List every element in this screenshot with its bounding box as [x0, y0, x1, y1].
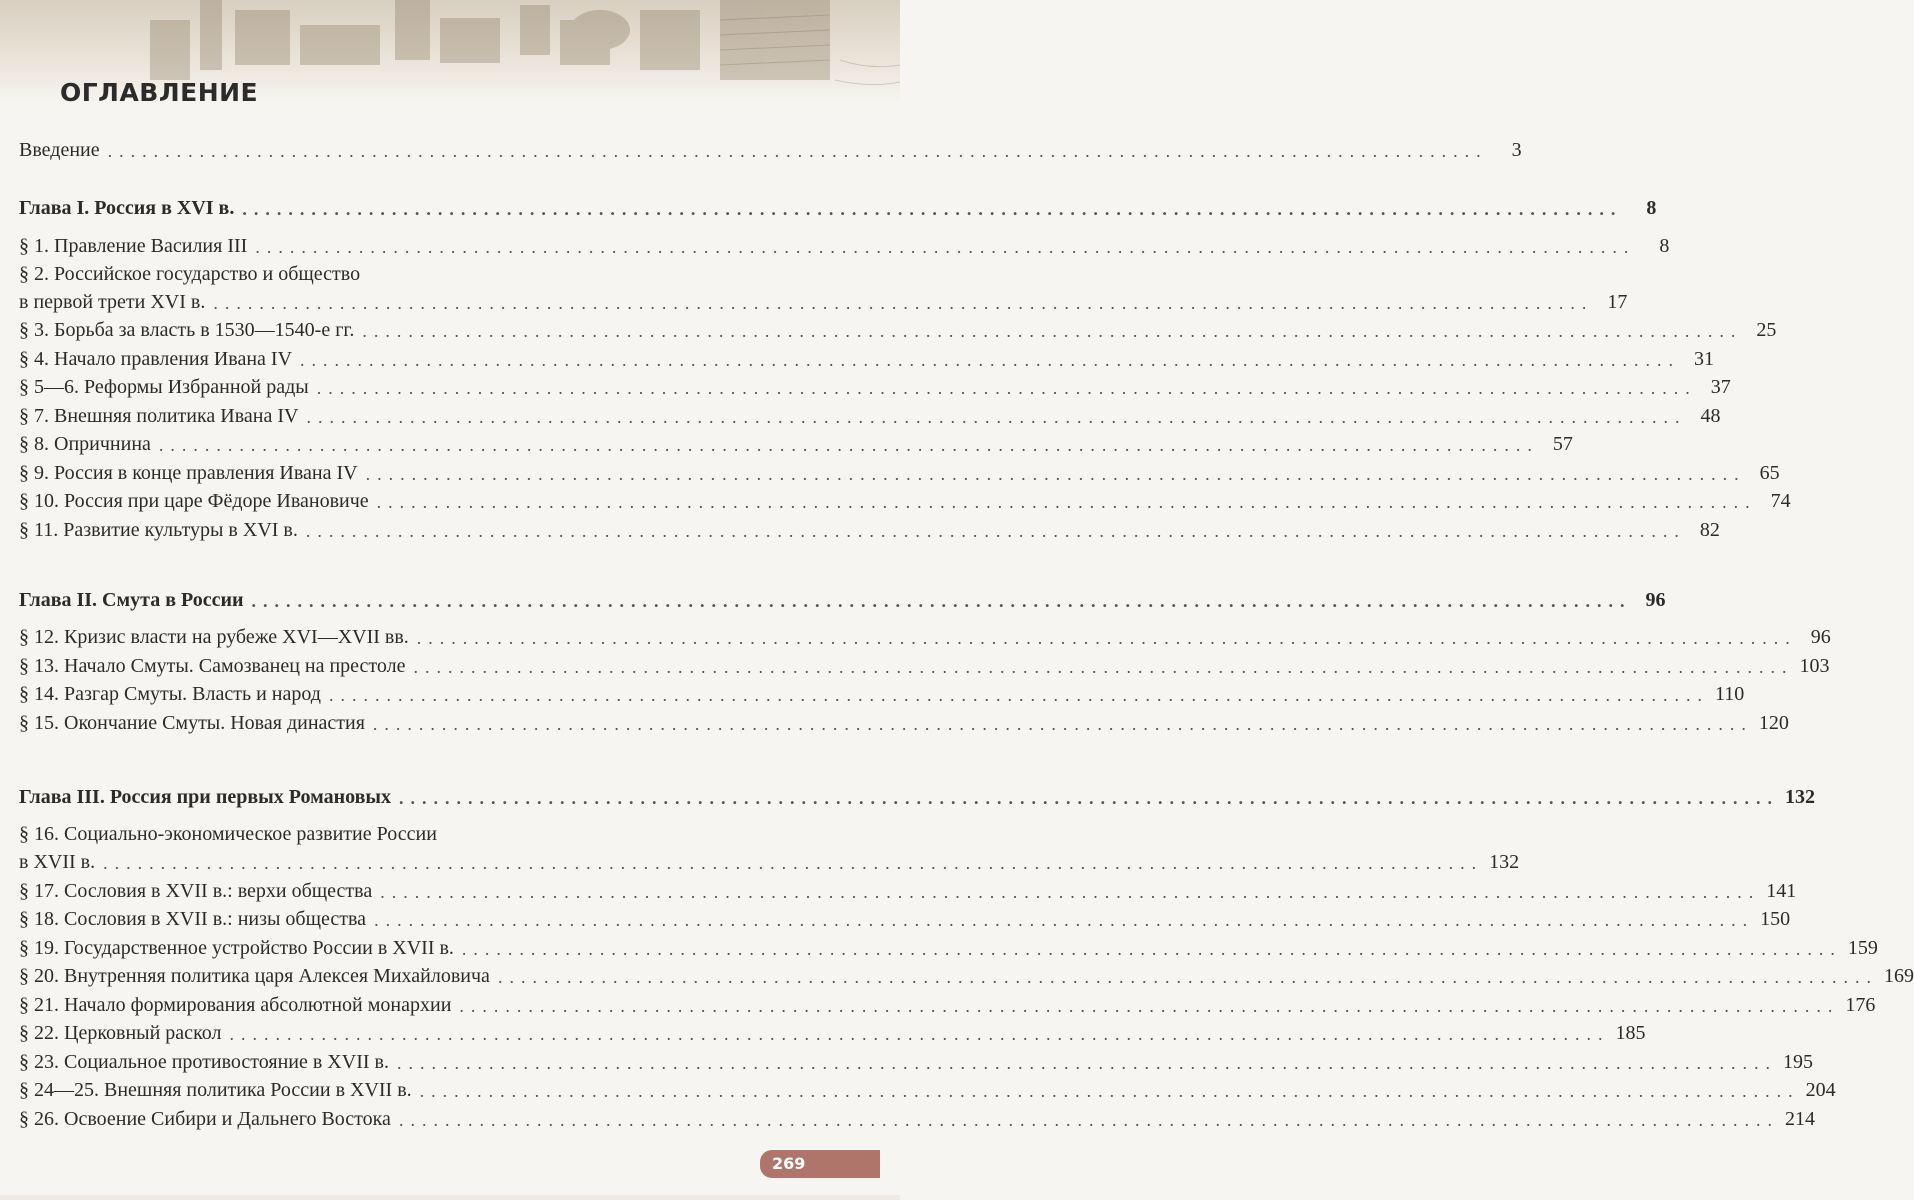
toc-page-number: 176 [1845, 994, 1876, 1016]
toc-chapter-row[interactable] [19, 582, 1666, 612]
toc-page-number: 48 [1700, 405, 1721, 427]
toc-page-number: 82 [1699, 519, 1720, 541]
leader-dots: ........................................................................................................................ [300, 350, 1681, 370]
toc-page-number: 31 [1694, 348, 1715, 370]
leader-dots: ........................................................................................................................ [328, 685, 1709, 705]
toc-entry-row[interactable] [19, 1044, 1813, 1074]
toc-entry-row[interactable] [19, 284, 1628, 314]
toc-entry-label: § 2. Российское государство и общество [19, 263, 361, 285]
toc-entry-label: § 19. Государственное устройство России в XVII в. [19, 937, 454, 959]
leader-dots: ........................................................................................................................ [316, 378, 1697, 398]
leader-dots: ........................................................................................................................ [158, 435, 1539, 455]
leader-dots: ........................................................................................................................ [461, 939, 1842, 959]
toc-page-number: 37 [1710, 376, 1731, 398]
toc-page-number: 3 [1511, 139, 1522, 161]
toc-entry-label: § 5—6. Реформы Избранной рады [19, 376, 309, 398]
toc-entry-row[interactable] [19, 873, 1797, 903]
toc-entry-row[interactable] [19, 341, 1715, 371]
toc-entry-row[interactable] [19, 958, 1914, 988]
leader-dots: ........................................................................................................................ [103, 853, 1484, 873]
toc-heading: ОГЛАВЛЕНИЕ [60, 78, 259, 107]
toc-entry-label: § 18. Сословия в XVII в.: низы общества [19, 908, 367, 930]
leader-dots: ........................................................................................................................ [251, 591, 1632, 611]
toc-entry-label: § 15. Окончание Смуты. Новая династия [19, 712, 365, 734]
leader-dots: ........................................................................................................................ [305, 521, 1686, 541]
toc-page-number: 214 [1784, 1108, 1815, 1130]
toc-entry-label: § 9. Россия в конце правления Ивана IV [19, 462, 358, 484]
toc-entry-row[interactable] [19, 132, 1522, 162]
toc-entry-row[interactable] [19, 705, 1789, 735]
toc-entry-label: в XVII в. [19, 851, 96, 873]
toc-entry-row[interactable] [19, 901, 1791, 931]
toc-entry-row[interactable] [19, 930, 1878, 960]
toc-entry-row[interactable] [19, 987, 1876, 1017]
toc-page-number: 17 [1607, 291, 1628, 313]
toc-page-number: 96 [1810, 626, 1831, 648]
toc-entry-label: § 23. Социальное противостояние в XVII в. [19, 1051, 389, 1073]
toc-chapter-row[interactable] [19, 779, 1816, 809]
leader-dots: ........................................................................................................................ [459, 996, 1840, 1016]
toc-page-number: 169 [1883, 965, 1914, 987]
toc-entry-row[interactable] [19, 455, 1780, 485]
toc-page-number: 185 [1615, 1022, 1646, 1044]
leader-dots: ........................................................................................................................ [306, 407, 1687, 427]
toc-page-number: 8 [1646, 197, 1657, 219]
toc-entry-row[interactable] [19, 844, 1520, 874]
leader-dots: ........................................................................................................................ [419, 1081, 1800, 1101]
toc-entry-row[interactable] [19, 512, 1720, 542]
leader-dots: ........................................................................................................................ [376, 492, 1757, 512]
toc-entry-row[interactable] [19, 483, 1791, 513]
toc-page-number: 150 [1760, 908, 1791, 930]
toc-page-number: 159 [1847, 937, 1878, 959]
leader-dots: ........................................................................................................................ [416, 628, 1797, 648]
leader-dots: ........................................................................................................................ [229, 1024, 1610, 1044]
leader-dots: ........................................................................................................................ [372, 714, 1753, 734]
toc-entry-label: § 21. Начало формирования абсолютной монархии [19, 994, 452, 1016]
leader-dots: ........................................................................................................................ [242, 199, 1623, 219]
toc-page-number: 110 [1714, 683, 1745, 705]
leader-dots: ........................................................................................................................ [396, 1053, 1777, 1073]
leader-dots: ........................................................................................................................ [399, 788, 1780, 808]
toc-entry-row[interactable] [19, 426, 1573, 456]
toc-page-number: 103 [1799, 655, 1830, 677]
toc-entry-label: § 8. Опричнина [19, 433, 151, 455]
toc-entry-label: § 22. Церковный раскол [19, 1022, 222, 1044]
toc-page-number: 74 [1770, 490, 1791, 512]
toc-entry-label: Введение [19, 139, 100, 161]
toc-entry-label: § 13. Начало Смуты. Самозванец на престоле [19, 655, 406, 677]
toc-entry-row[interactable] [19, 228, 1670, 258]
toc-entry-row[interactable] [19, 816, 795, 846]
toc-chapter-row[interactable] [19, 190, 1657, 220]
toc-entry-label: § 12. Кризис власти на рубеже XVI—XVII вв. [19, 626, 409, 648]
toc-entry-row[interactable] [19, 648, 1830, 678]
toc-entry-label: § 11. Развитие культуры в XVI в. [19, 519, 298, 541]
toc-entry-label: § 1. Правление Василия III [19, 235, 248, 257]
leader-dots: ........................................................................................................................ [255, 237, 1636, 257]
leader-dots: ........................................................................................................................ [374, 910, 1755, 930]
leader-dots: ........................................................................................................................ [213, 293, 1594, 313]
toc-page-number: 65 [1759, 462, 1780, 484]
toc-entry-row[interactable] [19, 619, 1831, 649]
toc-entry-label: § 26. Освоение Сибири и Дальнего Востока [19, 1108, 391, 1130]
toc-page-number: 25 [1756, 319, 1777, 341]
toc-page-number: 120 [1758, 712, 1789, 734]
leader-dots: ........................................................................................................................ [497, 967, 1878, 987]
toc-page-number: 8 [1659, 235, 1670, 257]
toc-entry-label: § 16. Социально-экономическое развитие России [19, 823, 437, 845]
toc-entry-label: в первой трети XVI в. [19, 291, 206, 313]
leader-dots: ........................................................................................................................ [413, 657, 1794, 677]
toc-entry-label: § 7. Внешняя политика Ивана IV [19, 405, 299, 427]
page-number-badge: 269 [760, 1150, 880, 1178]
toc-entry-label: § 17. Сословия в XVII в.: верхи общества [19, 880, 373, 902]
leader-dots: ........................................................................................................................ [107, 141, 1488, 161]
toc-page-number: 204 [1805, 1079, 1836, 1101]
toc-entry-label: § 14. Разгар Смуты. Власть и народ [19, 683, 321, 705]
toc-page-number: 57 [1552, 433, 1573, 455]
toc-entry-label: § 3. Борьба за власть в 1530—1540-е гг. [19, 319, 355, 341]
toc-entry-row[interactable] [19, 676, 1745, 706]
toc-entry-row[interactable] [19, 369, 1731, 399]
toc-page-number: 96 [1645, 589, 1666, 611]
toc-page-number: 141 [1766, 880, 1797, 902]
toc-entry-row[interactable] [19, 1072, 1836, 1102]
toc-entry-label: § 20. Внутренняя политика царя Алексея Михайловича [19, 965, 490, 987]
toc-entry-label: Глава II. Смута в России [19, 589, 244, 611]
toc-entry-row[interactable] [19, 312, 1777, 342]
leader-dots: ........................................................................................................................ [398, 1110, 1779, 1130]
page-edge [0, 1195, 900, 1200]
toc-page-number: 132 [1785, 786, 1816, 808]
toc-entry-label: § 24—25. Внешняя политика России в XVII в. [19, 1079, 412, 1101]
toc-entry-label: § 4. Начало правления Ивана IV [19, 348, 293, 370]
toc-entry-row[interactable] [19, 398, 1721, 428]
toc-page-number: 195 [1782, 1051, 1813, 1073]
toc-entry-label: Глава III. Россия при первых Романовых [19, 786, 392, 808]
toc-entry-row[interactable] [19, 256, 795, 286]
leader-dots: ........................................................................................................................ [365, 464, 1746, 484]
toc-page-number: 132 [1489, 851, 1520, 873]
leader-dots: ........................................................................................................................ [380, 882, 1761, 902]
leader-dots: ........................................................................................................................ [362, 321, 1743, 341]
toc-entry-label: § 10. Россия при царе Фёдоре Ивановиче [19, 490, 369, 512]
toc-entry-row[interactable] [19, 1101, 1815, 1131]
toc-entry-row[interactable] [19, 1015, 1646, 1045]
toc-entry-label: Глава I. Россия в XVI в. [19, 197, 235, 219]
